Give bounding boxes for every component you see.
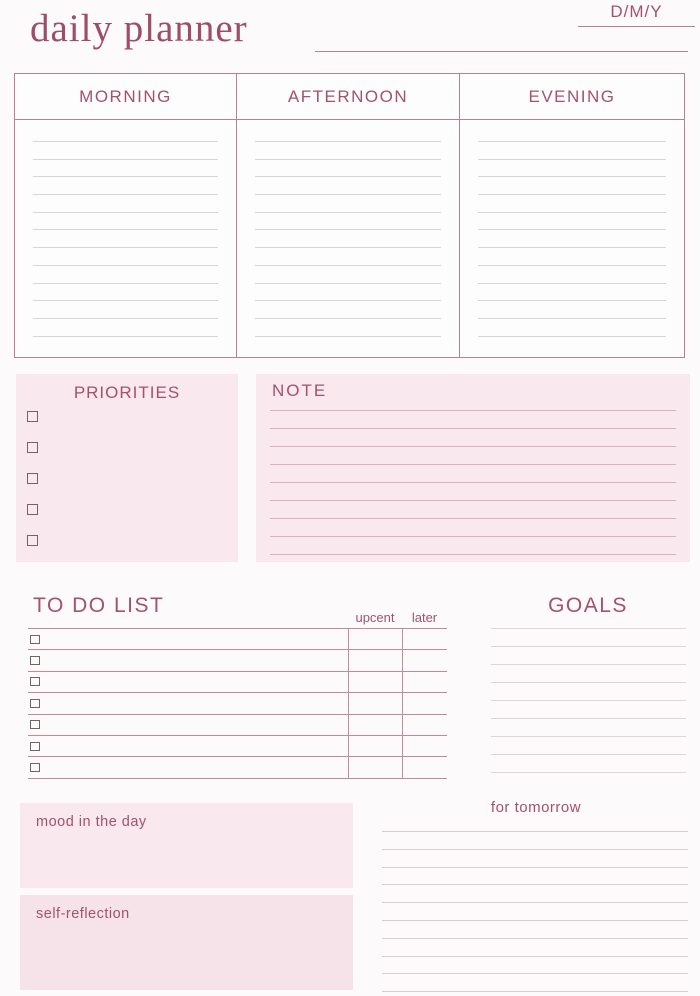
todo-checkbox[interactable]	[30, 656, 40, 665]
ruled-line	[491, 664, 686, 665]
ruled-line	[478, 159, 666, 160]
ruled-line	[491, 628, 686, 629]
ruled-line	[33, 247, 218, 248]
ruled-line	[478, 283, 666, 284]
ruled-line	[255, 194, 441, 195]
ruled-line	[382, 884, 688, 885]
ruled-line	[255, 212, 441, 213]
priority-checkbox[interactable]	[27, 504, 38, 515]
todo-grid-vertical-divider	[402, 629, 403, 778]
ruled-line	[478, 336, 666, 337]
todo-grid	[28, 628, 447, 778]
todo-checkbox[interactable]	[30, 699, 40, 708]
todo-checkbox[interactable]	[30, 720, 40, 729]
self-reflection-section[interactable]	[20, 895, 353, 990]
ruled-line	[255, 265, 441, 266]
schedule-column-afternoon-header: AFTERNOON	[237, 74, 459, 120]
todo-row[interactable]	[28, 693, 447, 714]
todo-checkbox[interactable]	[30, 635, 40, 644]
schedule-column-evening-header: EVENING	[460, 74, 684, 120]
ruled-line	[33, 265, 218, 266]
ruled-line	[478, 194, 666, 195]
ruled-line	[382, 849, 688, 850]
ruled-line	[382, 991, 688, 992]
todo-row[interactable]	[28, 715, 447, 736]
schedule-column-evening-lines[interactable]	[460, 120, 684, 337]
ruled-line	[382, 973, 688, 974]
ruled-line	[33, 194, 218, 195]
for-tomorrow-lines[interactable]	[382, 831, 688, 996]
ruled-line	[478, 265, 666, 266]
ruled-line	[33, 283, 218, 284]
priorities-title: PRIORITIES	[73, 383, 181, 402]
page-title: daily planner	[30, 7, 248, 50]
ruled-line	[33, 300, 218, 301]
note-title: NOTE	[272, 381, 328, 400]
ruled-line	[33, 336, 218, 337]
ruled-line	[491, 772, 686, 773]
ruled-line	[382, 920, 688, 921]
todo-grid-vertical-divider	[348, 629, 349, 778]
ruled-line	[270, 428, 676, 429]
priority-checkbox[interactable]	[27, 535, 38, 546]
ruled-line	[478, 300, 666, 301]
mood-label: mood in the day	[36, 814, 147, 830]
ruled-line	[478, 141, 666, 142]
date-format-field[interactable]: D/M/Y	[578, 2, 695, 27]
schedule-column-morning-lines[interactable]	[15, 120, 236, 337]
ruled-line	[491, 754, 686, 755]
todo-row[interactable]	[28, 672, 447, 693]
ruled-line	[478, 229, 666, 230]
self-reflection-label: self-reflection	[36, 906, 130, 922]
todo-row[interactable]	[28, 757, 447, 778]
ruled-line	[33, 159, 218, 160]
schedule-column-afternoon-lines[interactable]	[237, 120, 459, 337]
schedule-table	[14, 73, 685, 358]
todo-checkbox[interactable]	[30, 763, 40, 772]
goals-lines[interactable]	[491, 628, 686, 790]
ruled-line	[270, 500, 676, 501]
ruled-line	[33, 212, 218, 213]
ruled-line	[270, 410, 676, 411]
todo-checkbox[interactable]	[30, 677, 40, 686]
ruled-line	[478, 247, 666, 248]
ruled-line	[382, 867, 688, 868]
ruled-line	[382, 831, 688, 832]
ruled-line	[491, 646, 686, 647]
ruled-line	[491, 700, 686, 701]
ruled-line	[270, 554, 676, 555]
ruled-line	[255, 247, 441, 248]
priority-checkbox[interactable]	[27, 473, 38, 484]
todo-row[interactable]	[28, 629, 447, 650]
mood-section[interactable]	[20, 803, 353, 888]
ruled-line	[255, 300, 441, 301]
goals-title: GOALS	[548, 594, 628, 617]
ruled-line	[255, 283, 441, 284]
ruled-line	[270, 482, 676, 483]
priority-checkbox-list	[27, 411, 38, 566]
todo-column-upcent-label: upcent	[355, 610, 395, 625]
note-section	[256, 374, 690, 562]
ruled-line	[478, 176, 666, 177]
ruled-line	[255, 336, 441, 337]
todo-column-later-label: later	[411, 610, 438, 625]
ruled-line	[255, 159, 441, 160]
ruled-line	[33, 176, 218, 177]
priority-checkbox[interactable]	[27, 411, 38, 422]
ruled-line	[478, 212, 666, 213]
todo-title: TO DO LIST	[33, 594, 165, 617]
for-tomorrow-title: for tomorrow	[490, 799, 582, 816]
ruled-line	[255, 318, 441, 319]
ruled-line	[33, 229, 218, 230]
schedule-column-evening	[460, 74, 684, 357]
ruled-line	[33, 318, 218, 319]
ruled-line	[270, 536, 676, 537]
ruled-line	[33, 141, 218, 142]
priorities-section	[16, 374, 238, 562]
date-fill-line[interactable]	[315, 51, 688, 52]
ruled-line	[382, 902, 688, 903]
ruled-line	[255, 229, 441, 230]
todo-checkbox[interactable]	[30, 742, 40, 751]
ruled-line	[255, 176, 441, 177]
ruled-line	[478, 318, 666, 319]
ruled-line	[491, 718, 686, 719]
ruled-line	[270, 464, 676, 465]
priority-checkbox[interactable]	[27, 442, 38, 453]
todo-row[interactable]	[28, 650, 447, 671]
ruled-line	[382, 938, 688, 939]
schedule-column-morning	[15, 74, 237, 357]
schedule-column-afternoon	[237, 74, 460, 357]
schedule-column-morning-header: MORNING	[15, 74, 236, 120]
ruled-line	[270, 446, 676, 447]
ruled-line	[382, 956, 688, 957]
ruled-line	[270, 518, 676, 519]
note-lines[interactable]	[256, 374, 690, 555]
ruled-line	[491, 736, 686, 737]
todo-row[interactable]	[28, 736, 447, 757]
ruled-line	[255, 141, 441, 142]
ruled-line	[491, 682, 686, 683]
